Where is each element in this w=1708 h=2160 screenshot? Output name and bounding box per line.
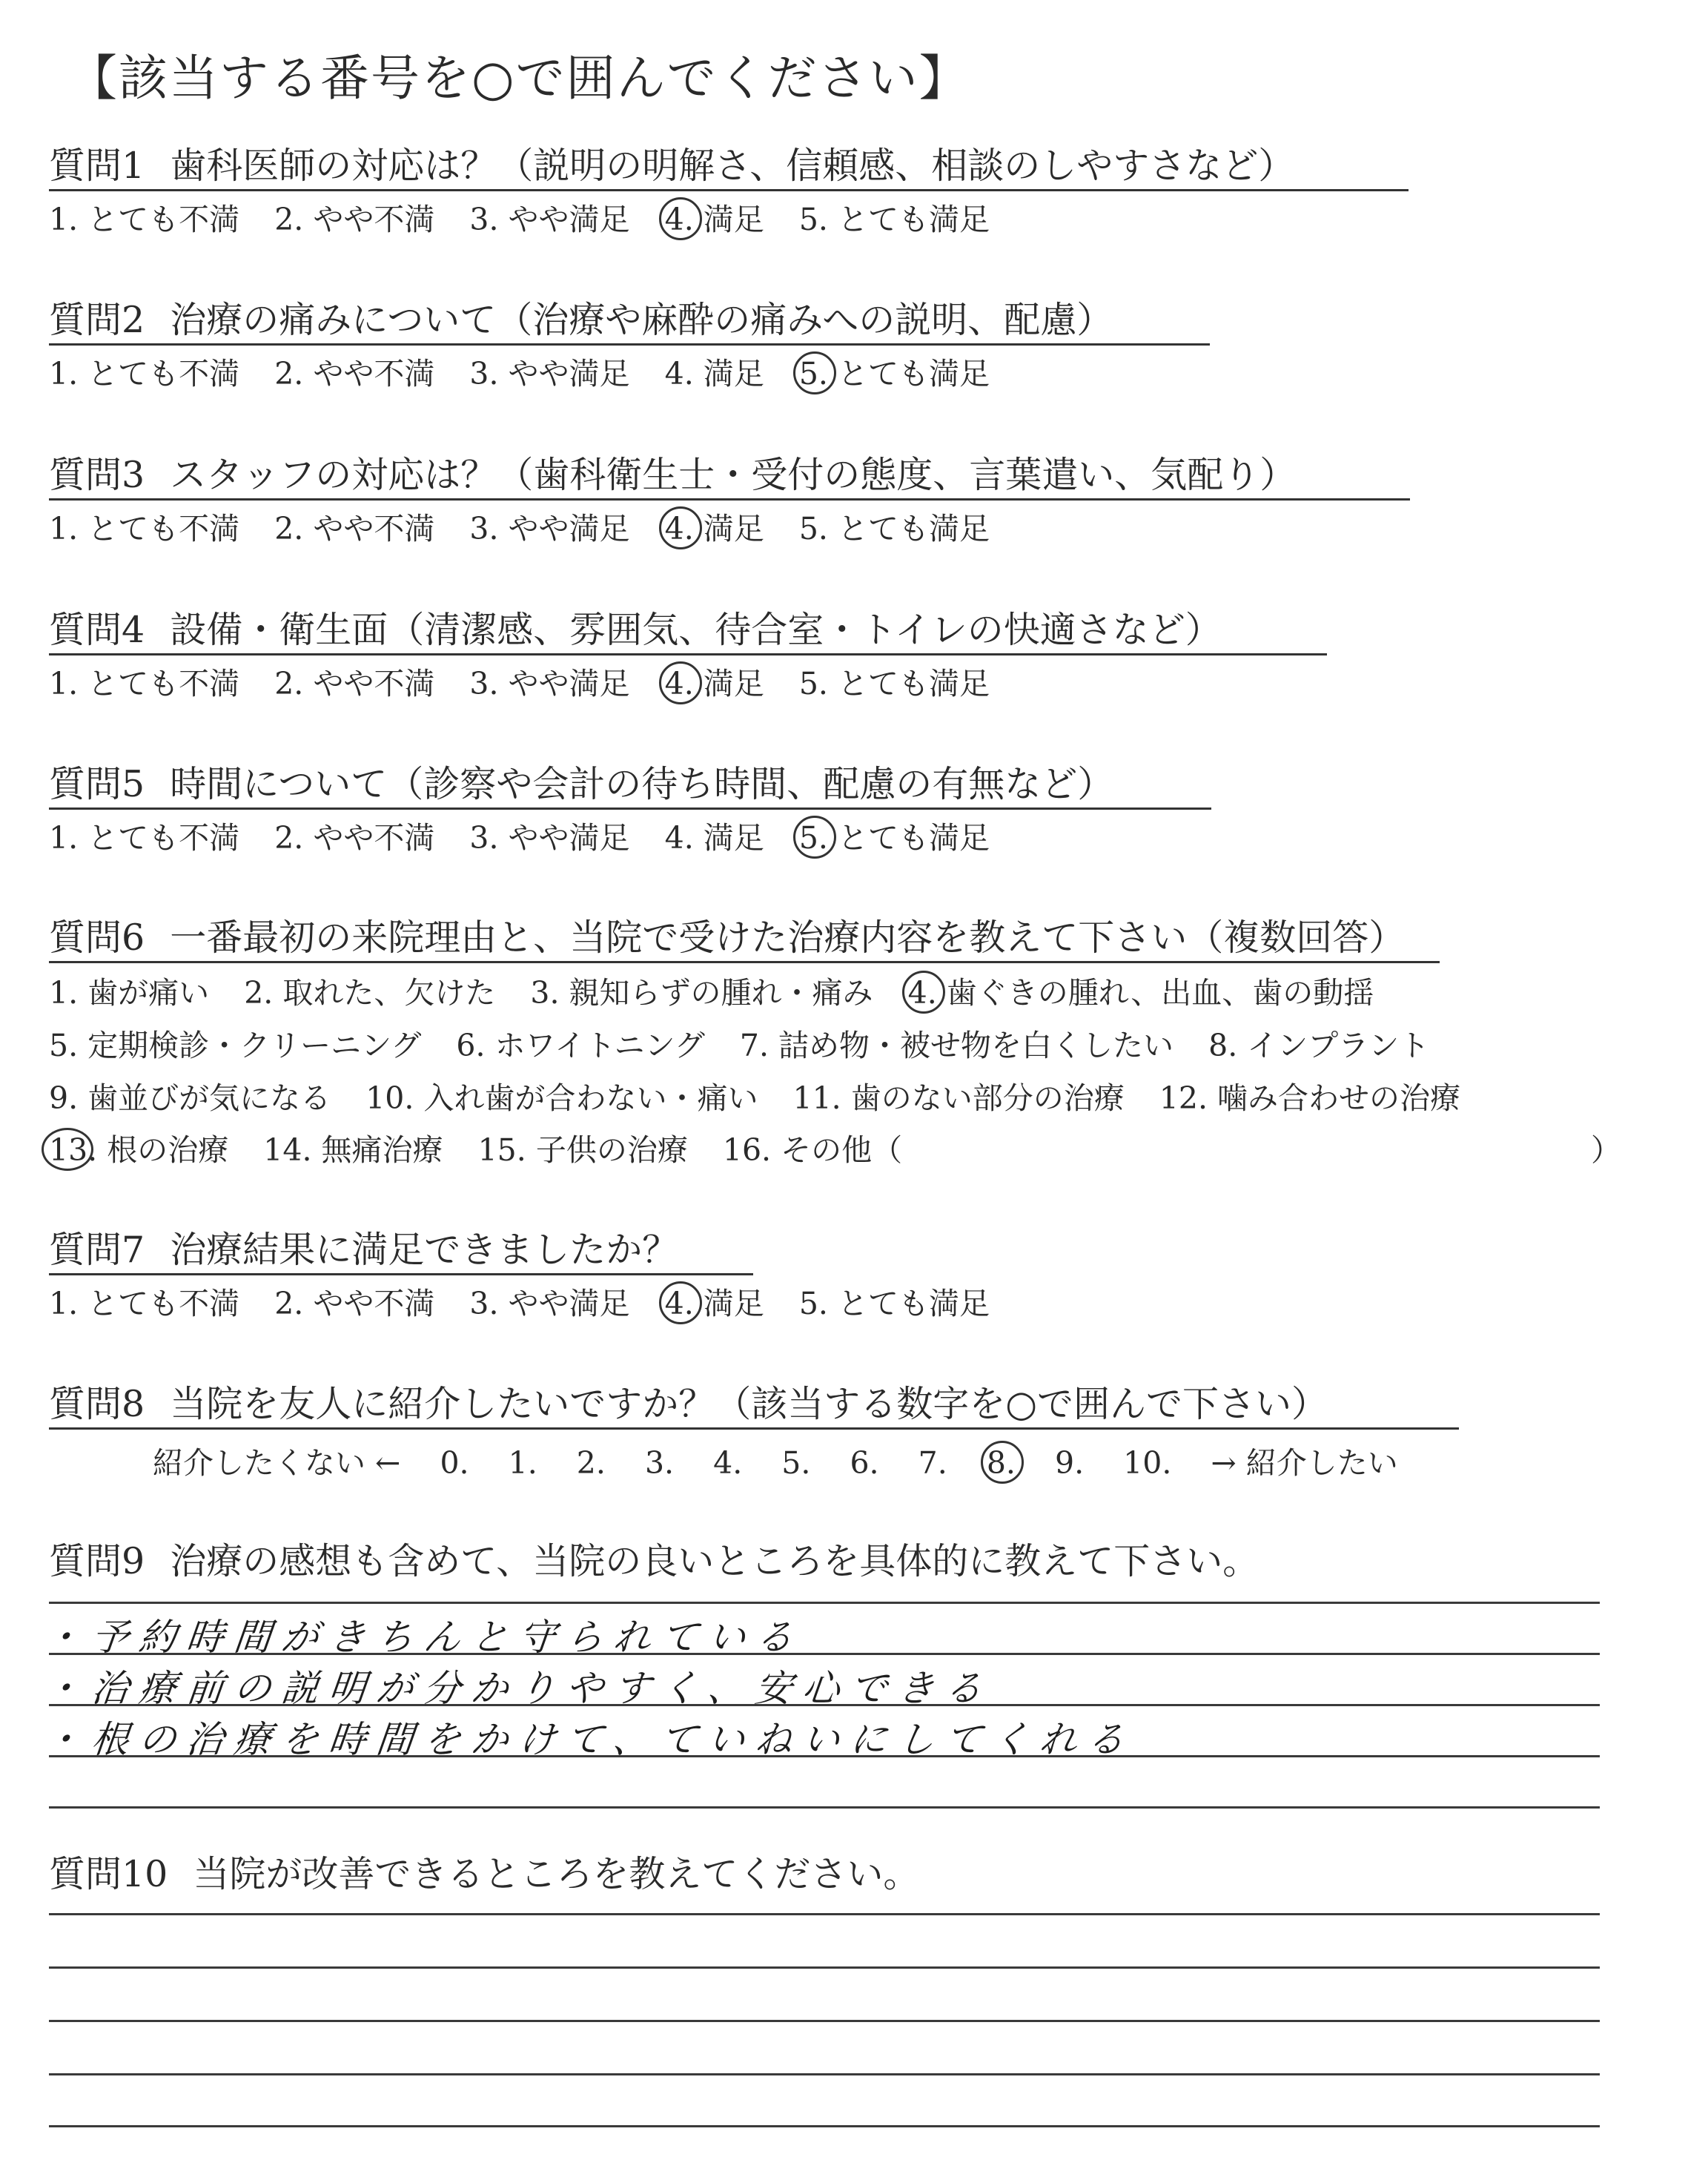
question-7-title: [49, 1229, 678, 1271]
question-5-options: [49, 820, 990, 856]
question-6-options-row-4: [49, 1132, 1621, 1169]
question-text: 一番最初の来院理由と、当院で受けた治療内容を教えて下さい（複数回答）: [170, 916, 1406, 959]
selection-circle: [793, 351, 836, 394]
answer-line: [49, 1806, 1600, 1809]
question-6-title: [49, 917, 1405, 959]
question-number: 質問4: [49, 609, 145, 651]
question-text: 当院を友人に紹介したいですか？（該当する数字を○で囲んで下さい）: [170, 1383, 1328, 1425]
option-3[interactable]: 3. 親知らずの腫れ・痛み: [530, 975, 873, 1011]
title-underline: [49, 1273, 753, 1275]
question-1-title: [49, 145, 1294, 187]
selection-circle: [793, 816, 836, 859]
option-5[interactable]: 5. とても満足: [798, 511, 990, 546]
question-number: 質問7: [49, 1229, 145, 1271]
question-1-options: [49, 202, 990, 238]
option-4-selected[interactable]: 4. 満足: [665, 202, 764, 238]
question-number: 質問5: [49, 763, 145, 805]
selection-circle: [902, 971, 945, 1014]
scale-3[interactable]: 3.: [644, 1445, 675, 1481]
question-number: 質問8: [49, 1383, 145, 1425]
option-8[interactable]: 8. インプラント: [1208, 1028, 1430, 1063]
question-number: 質問2: [49, 299, 145, 341]
scale-9[interactable]: 9.: [1054, 1445, 1085, 1481]
option-4-selected[interactable]: 4. 歯ぐきの腫れ、出血、歯の動揺: [908, 975, 1374, 1011]
title-underline: [49, 189, 1409, 191]
scale-6[interactable]: 6.: [850, 1445, 879, 1481]
scale-10[interactable]: 10.: [1123, 1445, 1172, 1481]
question-text: 設備・衛生面（清潔感、雰囲気、待合室・トイレの快適さなど）: [170, 609, 1222, 651]
question-number: 質問9: [49, 1540, 145, 1582]
option-4-selected[interactable]: 4. 満足: [665, 511, 764, 547]
question-number: 質問10: [49, 1853, 168, 1895]
option-5-selected[interactable]: 5. とても満足: [799, 356, 990, 392]
option-13-selected[interactable]: 13. 根の治療: [49, 1132, 228, 1169]
selection-circle: [981, 1441, 1024, 1484]
handwritten-answer-1[interactable]: ・予約時間がきちんと守られている: [42, 1616, 806, 1659]
option-1[interactable]: 1. とても不満: [49, 666, 240, 701]
option-2[interactable]: 2. やや不満: [274, 1286, 435, 1321]
question-10-title: [49, 1854, 919, 1895]
option-7[interactable]: 7. 詰め物・被せ物を白くしたい: [739, 1028, 1174, 1063]
question-number: 質問3: [49, 454, 145, 496]
answer-line: [49, 2125, 1600, 2127]
handwritten-answer-2[interactable]: ・治療前の説明が分かりやすく、安心できる: [42, 1667, 995, 1710]
scale-1[interactable]: 1.: [508, 1445, 537, 1481]
question-7-options: [49, 1286, 990, 1322]
question-3-options: [49, 511, 990, 547]
selection-circle: [659, 506, 702, 549]
question-text: 治療の感想も含めて、当院の良いところを具体的に教えて下さい。: [170, 1540, 1260, 1582]
option-12[interactable]: 12. 噛み合わせの治療: [1159, 1080, 1461, 1116]
option-2[interactable]: 2. やや不満: [274, 820, 435, 856]
option-9[interactable]: 9. 歯並びが気になる: [49, 1080, 331, 1116]
question-6-options-row-1: [49, 975, 1374, 1011]
question-4-title: [49, 610, 1222, 651]
option-3[interactable]: 3. やや満足: [469, 1286, 630, 1321]
question-8-title: [49, 1384, 1328, 1425]
option-15[interactable]: 15. 子供の治療: [477, 1132, 688, 1168]
handwritten-answer-3[interactable]: ・根の治療を時間をかけて、ていねいにしてくれる: [42, 1718, 1137, 1761]
option-1[interactable]: 1. とても不満: [49, 1286, 240, 1321]
other-close-paren: ）: [1591, 1132, 1621, 1168]
title-underline: [49, 1427, 1459, 1430]
title-underline: [49, 961, 1440, 963]
question-2-title: [49, 300, 1113, 341]
option-16-other[interactable]: 16. その他（: [722, 1132, 903, 1168]
scale-7[interactable]: 7.: [918, 1445, 947, 1481]
selection-circle: [659, 1281, 702, 1324]
option-3[interactable]: 3. やや満足: [469, 356, 630, 392]
option-5[interactable]: 5. とても満足: [798, 202, 990, 237]
option-2[interactable]: 2. やや不満: [274, 202, 435, 237]
scale-4[interactable]: 4.: [713, 1445, 743, 1481]
question-number: 質問1: [49, 145, 145, 187]
question-6-options-row-2: [49, 1028, 1429, 1064]
question-text: 時間について（診察や会計の待ち時間、配慮の有無など）: [170, 763, 1114, 805]
option-5[interactable]: 5. とても満足: [798, 1286, 990, 1321]
question-5-title: [49, 764, 1113, 805]
option-1[interactable]: 1. とても不満: [49, 511, 240, 546]
question-4-options: [49, 666, 990, 702]
option-5-selected[interactable]: 5. とても満足: [799, 820, 990, 856]
question-text: 治療の痛みについて（治療や麻酔の痛みへの説明、配慮）: [170, 299, 1113, 341]
option-4-selected[interactable]: 4. 満足: [665, 666, 764, 702]
option-3[interactable]: 3. やや満足: [469, 666, 630, 701]
question-text: 歯科医師の対応は？（説明の明解さ、信頼感、相談のしやすさなど）: [170, 145, 1295, 187]
selection-circle: [659, 197, 702, 240]
question-6-options-row-3: [49, 1080, 1460, 1117]
option-3[interactable]: 3. やや満足: [469, 820, 630, 856]
option-10[interactable]: 10. 入れ歯が合わない・痛い: [365, 1080, 758, 1116]
question-number: 質問6: [49, 916, 145, 959]
answer-line: [49, 1966, 1600, 1969]
option-2[interactable]: 2. やや不満: [274, 511, 435, 546]
question-3-title: [49, 455, 1296, 496]
answer-line: [49, 2073, 1600, 2075]
option-1[interactable]: 1. とても不満: [49, 820, 240, 856]
selection-circle: [42, 1128, 93, 1171]
option-3[interactable]: 3. やや満足: [469, 511, 630, 546]
question-text: 治療結果に満足できましたか？: [170, 1229, 679, 1271]
option-2[interactable]: 2. やや不満: [274, 666, 435, 701]
title-underline: [49, 498, 1410, 501]
answer-line: [49, 1913, 1600, 1915]
option-1[interactable]: 1. とても不満: [49, 356, 240, 392]
title-underline: [49, 653, 1327, 655]
answer-line: [49, 2020, 1600, 2022]
option-3[interactable]: 3. やや満足: [469, 202, 630, 237]
option-2[interactable]: 2. 取れた、欠けた: [244, 975, 496, 1011]
option-4[interactable]: 4. 満足: [664, 356, 764, 392]
scale-left-label: 紹介したくない ←: [153, 1445, 401, 1481]
title-underline: [49, 807, 1211, 810]
option-2[interactable]: 2. やや不満: [274, 356, 435, 392]
option-14[interactable]: 14. 無痛治療: [263, 1132, 443, 1168]
recommendation-scale: [153, 1439, 1398, 1482]
option-5[interactable]: 5. とても満足: [798, 666, 990, 701]
scale-5[interactable]: 5.: [781, 1445, 811, 1481]
scale-2[interactable]: 2.: [576, 1445, 606, 1481]
scale-right-label: → 紹介したい: [1211, 1445, 1398, 1481]
option-11[interactable]: 11. 歯のない部分の治療: [792, 1080, 1125, 1116]
question-9-title: [49, 1541, 1259, 1582]
option-6[interactable]: 6. ホワイトニング: [456, 1028, 705, 1063]
selection-circle: [659, 661, 702, 704]
page-title: 【該当する番号を○で囲んでください】: [68, 50, 970, 107]
question-text: 当院が改善できるところを教えてください。: [193, 1853, 920, 1895]
question-2-options: [49, 356, 990, 392]
question-text: スタッフの対応は？（歯科衛生士・受付の態度、言葉遣い、気配り）: [170, 454, 1297, 496]
option-4-selected[interactable]: 4. 満足: [665, 1286, 764, 1322]
answer-line: [49, 1602, 1600, 1604]
option-1[interactable]: 1. 歯が痛い: [49, 975, 210, 1011]
scale-8-selected[interactable]: 8.: [987, 1445, 1016, 1481]
option-1[interactable]: 1. とても不満: [49, 202, 240, 237]
scale-0[interactable]: 0.: [440, 1445, 469, 1481]
option-4[interactable]: 4. 満足: [664, 820, 764, 856]
title-underline: [49, 343, 1210, 346]
option-5[interactable]: 5. 定期検診・クリーニング: [49, 1028, 422, 1063]
